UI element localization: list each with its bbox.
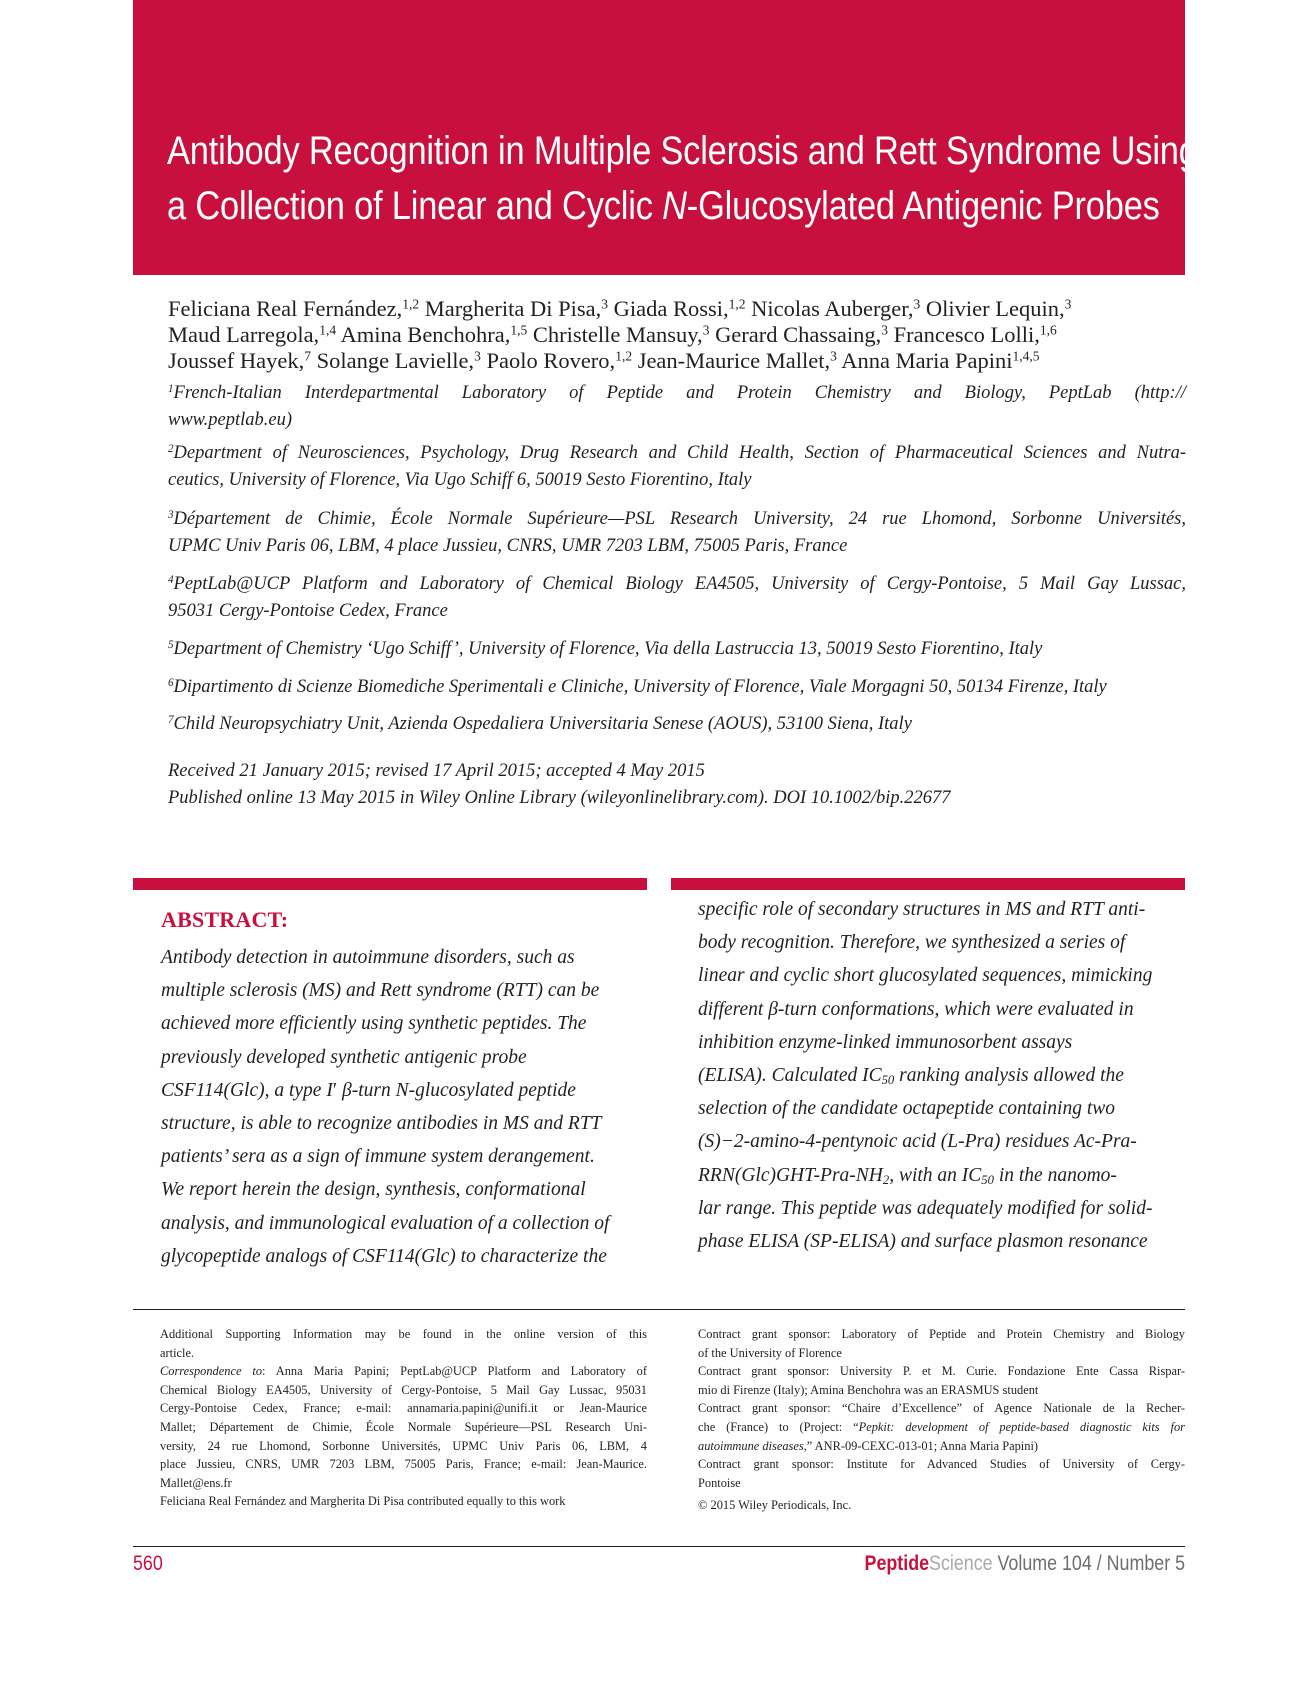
received-dates: Received 21 January 2015; revised 17 April 2015; accepted 4 May 2015: [168, 761, 705, 781]
title-line-2: a Collection of Linear and Cyclic N-Glucosylated Antigenic Probes: [167, 184, 1160, 228]
affiliation-6: $^6$Dipartimento di Scienze Biomediche Sperimentali e Cliniche, University of Florence, Viale Morgagni 50, 50134 Firenze, Italy: [168, 676, 1107, 697]
title-line-1: Antibody Recognition in Multiple Sclerosis and Rett Syndrome Using: [167, 129, 1198, 173]
author-line-1: Feliciana Real Fernández,$^{1,2}$ Margherita Di Pisa,$^3$ Giada Rossi,$^{1,2}$ Nicolas Auberger,$^3$ Olivier Lequin,$^3$: [168, 296, 1072, 321]
publication-dates: [168, 758, 951, 812]
abstract-heading: ABSTRACT:: [161, 907, 289, 932]
copyright: © 2015 Wiley Periodicals, Inc.: [698, 1498, 852, 1513]
affiliation-1: $^1$French-Italian Interdepartmental Laboratory of Peptide and Protein Chemistry and Biology, PeptLab (http:// www.peptlab.eu): [168, 382, 1186, 430]
author-line-3: Joussef Hayek,$^7$ Solange Lavielle,$^3$ Paolo Rovero,$^{1,2}$ Jean-Maurice Mallet,$^3$ Anna Maria Papini$^{1,4,5}$: [168, 348, 1040, 373]
affiliation-3: $^3$Département de Chimie, École Normale Supérieure—PSL Research University, 24 rue Lhomond, Sorbonne Universités, UPMC Univ Paris 06, LBM, 4 place Jussieu, CNRS, UMR 7203 LBM, 75005 Paris, France: [168, 508, 1186, 556]
author-line-2: Maud Larregola,$^{1,4}$ Amina Benchohra,$^{1,5}$ Christelle Mansuy,$^3$ Gerard Chassaing,$^3$ Francesco Lolli,$^{1,6}$: [168, 322, 1057, 347]
affiliation-2: $^2$Department of Neurosciences, Psychology, Drug Research and Child Health, Section of Pharmaceutical Sciences and Nutra- ceutics, University of Florence, Via Ugo Schiff 6, 50019 Sesto Fiorentino, Italy: [168, 442, 1186, 490]
abstract-left-column: Antibody detection in autoimmune disorders, such as multiple sclerosis (MS) and Rett syndrome (RTT) can be achieved more efficiently using synthetic peptides. The previously developed synthetic antigenic probe CSF114(Glc), a type I′ β-turn N-glucosylated peptide structure, is able to recognize antibodies in MS and RTT patients’ sera as a sign of immune system derangement. We report herein the design, synthesis, conformational analysis, and immunological evaluation of a collection of glycopeptide analogs of CSF114(Glc) to characterize the: [161, 947, 610, 1267]
abstract-right-column: specific role of secondary structures in MS and RTT anti- body recognition. Therefore, we synthesized a series of linear and cyclic short glucosylated sequences, mimicking different β-turn conformations, which were evaluated in inhibition enzyme-linked immunosorbent assays (ELISA). Calculated $IC_{50}$ ranking analysis allowed the selection of the candidate octapeptide containing two (S)−2-amino-4-pentynoic acid (L-Pra) residues Ac-Pra- $RRN(Glc)GHT-Pra-NH_2$, with an $IC_{50}$ in the nanomo- lar range. This peptide was adequately modified for solid- phase ELISA (SP-ELISA) and surface plasmon resonance: [698, 899, 1153, 1253]
footnotes-right: Contract grant sponsor: Laboratory of Peptide and Protein Chemistry and Biology of the University of Florence Contract grant sponsor: University P. et M. Curie. Fondazione Ente Cassa Rispar- mio di Firenze (Italy); Amina Benchohra was an ERASMUS student Contract grant sponsor: “Chaire d’Excellence” of Agence Nationale de la Recher- che (France) to (Project: “Pepkit: development of peptide-based diagnostic kits for autoimmune diseases,” ANR-09-CEXC-013-01; Anna Maria Papini) Contract grant sponsor: Institute for Advanced Studies of University of Cergy- Pontoise © 2015 Wiley Periodicals, Inc.: [698, 1325, 1185, 1515]
article-title: [167, 124, 1198, 234]
footer-rule: [133, 1546, 1185, 1547]
abstract-right-bar: [671, 878, 1185, 890]
abstract-left-bar: [133, 878, 647, 890]
page-number: 560: [133, 1552, 163, 1575]
affiliation-5: $^5$Department of Chemistry ‘Ugo Schiff’, University of Florence, Via della Lastruccia 13, 50019 Sesto Fiorentino, Italy: [168, 638, 1043, 659]
footnote-rule: [133, 1309, 1185, 1310]
journal-name: Peptide: [864, 1552, 929, 1575]
volume-number: Volume 104 / Number 5: [992, 1552, 1185, 1575]
author-list: [168, 296, 1188, 374]
affiliation-7: $^7$Child Neuropsychiatry Unit, Azienda Ospedaliera Universitaria Senese (AOUS), 53100 Siena, Italy: [168, 713, 912, 734]
journal-info: PeptideScience Volume 104 / Number 5: [864, 1552, 1185, 1575]
published-online: Published online 13 May 2015 in Wiley Online Library (wileyonlinelibrary.com). DOI 10.1002/bip.22677: [168, 788, 951, 808]
affiliation-4: $^4$PeptLab@UCP Platform and Laboratory of Chemical Biology EA4505, University of Cergy-Pontoise, 5 Mail Gay Lussac, 95031 Cergy-Pontoise Cedex, France: [168, 573, 1186, 621]
footnotes-left: Additional Supporting Information may be found in the online version of this article. Correspondence to: Anna Maria Papini; PeptLab@UCP Platform and Laboratory of Chemical Biology EA4505, University of Cergy-Pontoise, 5 Mail Gay Lussac, 95031 Cergy-Pontoise Cedex, France; e-mail: annamaria.papini@unifi.it or Jean-Maurice Mallet; Département de Chimie, École Normale Supérieure—PSL Research Uni- versity, 24 rue Lhomond, Sorbonne Universités, UPMC Univ Paris 06, LBM, 4 place Jussieu, CNRS, UMR 7203 LBM, 75005 Paris, France; e-mail: Jean-Maurice. Mallet@ens.fr Feliciana Real Fernández and Margherita Di Pisa contributed equally to this work: [160, 1327, 647, 1509]
